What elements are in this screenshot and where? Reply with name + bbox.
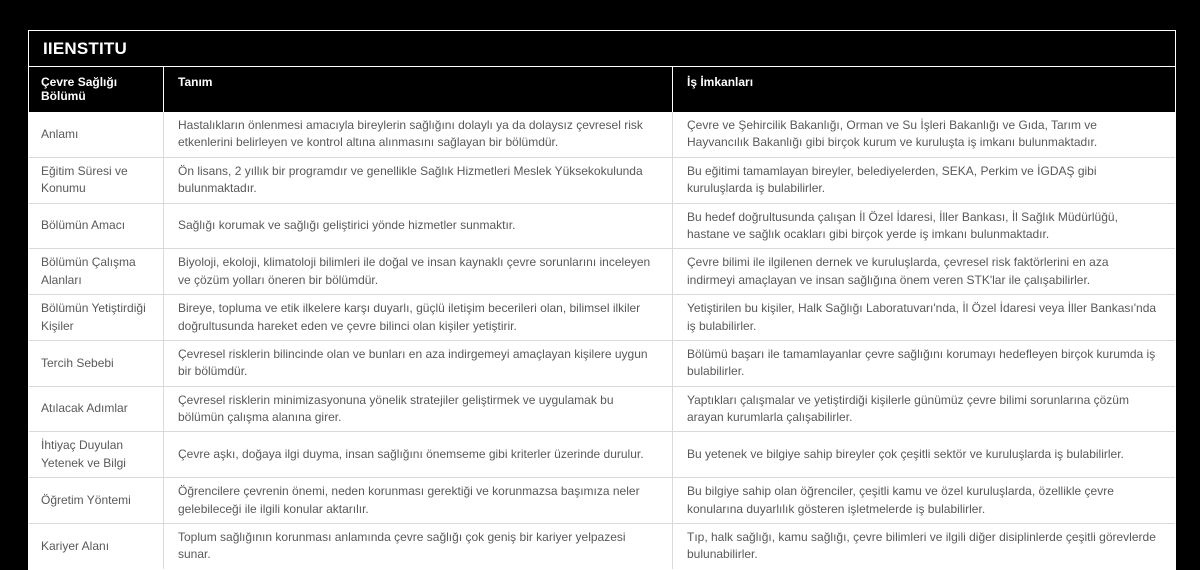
table-row (29, 341, 1175, 387)
row-is-imkanlari: Yetiştirilen bu kişiler, Halk Sağlığı Laboratuvarı'nda, İl Özel İdaresi veya İller Bankası'nda iş bulabilirler. (673, 295, 1175, 341)
row-is-imkanlari: Bu hedef doğrultusunda çalışan İl Özel İdaresi, İller Bankası, İl Sağlık Müdürlüğü, hastane ve sağlık ocakları gibi birçok yerde iş imkanı bulunmaktadır. (673, 204, 1175, 250)
department-info-table (28, 30, 1176, 570)
row-is-imkanlari: Çevre bilimi ile ilgilenen dernek ve kuruluşlarda, çevresel risk faktörlerini en aza indirmeyi amaçlayan ve insan sağlığına önem veren STK'lar ile çalışabilirler. (673, 249, 1175, 295)
row-label: Eğitim Süresi ve Konumu (29, 158, 164, 204)
row-is-imkanlari: Bu bilgiye sahip olan öğrenciler, çeşitli kamu ve özel kuruluşlarda, özellikle çevre konularına duyarlılık gösteren işletmelerde iş bulabilirler. (673, 478, 1175, 524)
table-body (29, 112, 1175, 569)
column-header-is-imkanlari: İş İmkanları (687, 75, 754, 89)
table-row (29, 158, 1175, 204)
row-tanim: Hastalıkların önlenmesi amacıyla bireylerin sağlığını dolaylı ya da dolaysız çevresel risk etkenlerini belirleyen ve kontrol altına alınmasını sağlayan bir bölümdür. (164, 112, 673, 158)
row-tanim: Çevresel risklerin bilincinde olan ve bunları en aza indirgemeyi amaçlayan kişilere uygun bir bölümdür. (164, 341, 673, 387)
row-label: Kariyer Alanı (29, 524, 164, 569)
table-row (29, 249, 1175, 295)
row-is-imkanlari: Tıp, halk sağlığı, kamu sağlığı, çevre bilimleri ve ilgili diğer disiplinlerde çeşitli görevlerde bulunabilirler. (687, 530, 1156, 562)
row-is-imkanlari: Yaptıkları çalışmalar ve yetiştirdiği kişilerle günümüz çevre bilimi sorunlarına çözüm arayan kurumlarla çalışabilirler. (673, 387, 1175, 433)
row-label: Atılacak Adımlar (29, 387, 164, 433)
row-label: Bölümün Amacı (29, 204, 164, 250)
brand-title: IIENSTITU (43, 38, 127, 58)
row-label: Tercih Sebebi (29, 341, 164, 387)
row-label: Bölümün Yetiştirdiği Kişiler (29, 295, 164, 341)
table-row (29, 387, 1175, 433)
row-tanim: Çevresel risklerin minimizasyonuna yönelik stratejiler geliştirmek ve uygulamak bu bölümün çalışma alanına girer. (164, 387, 673, 433)
row-label: Bölümün Çalışma Alanları (29, 249, 164, 295)
row-is-imkanlari: Bölümü başarı ile tamamlayanlar çevre sağlığını korumayı hedefleyen birçok kurumda iş bulabilirler. (673, 341, 1175, 387)
row-is-imkanlari: Çevre ve Şehircilik Bakanlığı, Orman ve Su İşleri Bakanlığı ve Gıda, Tarım ve Hayvancılık Bakanlığı gibi birçok kurum ve kuruluşta iş imkanı bulunmaktadır. (673, 112, 1175, 158)
row-label: İhtiyaç Duyulan Yetenek ve Bilgi (29, 432, 164, 478)
table-row (29, 204, 1175, 250)
row-tanim: Ön lisans, 2 yıllık bir programdır ve genellikle Sağlık Hizmetleri Meslek Yüksekokulunda bulunmaktadır. (164, 158, 673, 204)
title-bar (29, 31, 1175, 67)
row-is-imkanlari: Bu eğitimi tamamlayan bireyler, belediyelerden, SEKA, Perkim ve İGDAŞ gibi kuruluşlarda iş bulabilirler. (673, 158, 1175, 204)
table-row (29, 524, 1175, 569)
row-label: Öğretim Yöntemi (29, 478, 164, 524)
row-tanim: Çevre aşkı, doğaya ilgi duyma, insan sağlığını önemseme gibi kriterler üzerinde durulur. (164, 432, 673, 478)
row-tanim: Öğrencilere çevrenin önemi, neden korunması gerektiği ve korunmazsa başımıza neler gelebileceği ile ilgili konular aktarılır. (164, 478, 673, 524)
table-row (29, 432, 1175, 478)
row-tanim: Toplum sağlığının korunması anlamında çevre sağlığı çok geniş bir kariyer yelpazesi sunar. (164, 524, 673, 569)
row-tanim: Biyoloji, ekoloji, klimatoloji bilimleri ile doğal ve insan kaynaklı çevre sorunlarını inceleyen ve çözüm yolları öneren bir bölümdür. (164, 249, 673, 295)
table-row (29, 112, 1175, 158)
row-tanim: Sağlığı korumak ve sağlığı geliştirici yönde hizmetler sunmaktır. (164, 204, 673, 250)
table-row (29, 478, 1175, 524)
row-tanim: Bireye, topluma ve etik ilkelere karşı duyarlı, güçlü iletişim becerileri olan, bilimsel ilkiler doğrultusunda hareket eden ve çevre bilinci olan kişiler yetiştirir. (164, 295, 673, 341)
row-is-imkanlari: Bu yetenek ve bilgiye sahip bireyler çok çeşitli sektör ve kuruluşlarda iş bulabilirler. (673, 432, 1175, 478)
table-header-row (29, 67, 1175, 112)
row-label: Anlamı (29, 112, 164, 158)
column-header-tanim: Tanım (164, 67, 673, 112)
column-header-bolum: Çevre Sağlığı Bölümü (29, 67, 164, 112)
table-row (29, 295, 1175, 341)
